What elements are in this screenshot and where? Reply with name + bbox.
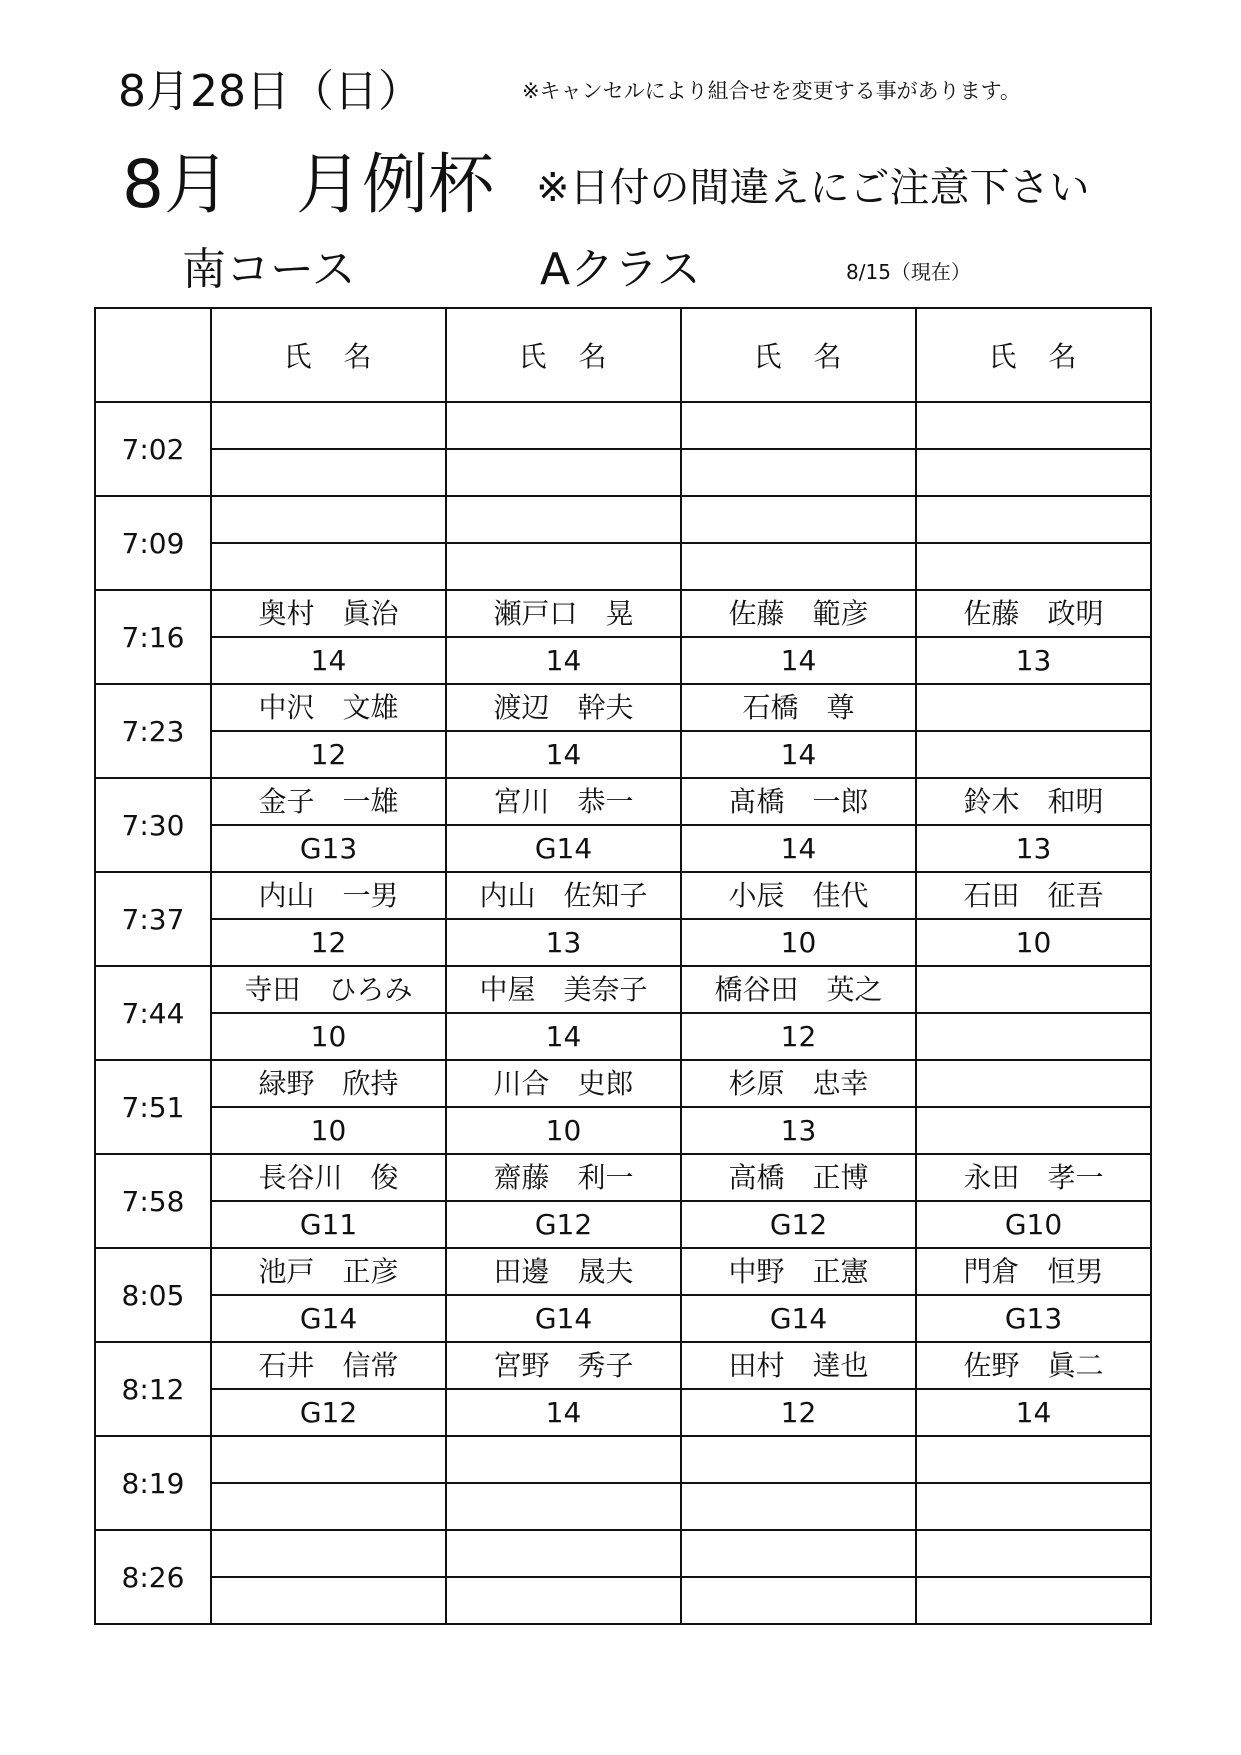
player-name: 小辰 佳代 xyxy=(681,872,916,919)
player-name: 鈴木 和明 xyxy=(916,778,1151,825)
player-name xyxy=(916,402,1151,449)
table-row-names xyxy=(95,1342,1151,1389)
tee-time: 8:05 xyxy=(95,1248,211,1342)
table-row-scores xyxy=(95,1295,1151,1342)
player-score: 12 xyxy=(211,919,446,966)
player-score: G13 xyxy=(211,825,446,872)
player-score: G14 xyxy=(211,1295,446,1342)
player-score: G11 xyxy=(211,1201,446,1248)
player-score: G14 xyxy=(446,1295,681,1342)
player-name: 石橋 尊 xyxy=(681,684,916,731)
tee-time: 7:51 xyxy=(95,1060,211,1154)
player-score: 14 xyxy=(681,637,916,684)
player-name: 佐野 眞二 xyxy=(916,1342,1151,1389)
tee-time: 7:44 xyxy=(95,966,211,1060)
player-name: 川合 史郎 xyxy=(446,1060,681,1107)
player-name: 田邊 晟夫 xyxy=(446,1248,681,1295)
player-name: 齋藤 利一 xyxy=(446,1154,681,1201)
player-name: 宮野 秀子 xyxy=(446,1342,681,1389)
player-score: 14 xyxy=(446,1389,681,1436)
date-caution-note: ※日付の間違えにご注意下さい xyxy=(536,165,1090,211)
player-name: 長谷川 俊 xyxy=(211,1154,446,1201)
player-name xyxy=(211,496,446,543)
name-header: 氏 名 xyxy=(446,308,681,402)
player-name xyxy=(916,684,1151,731)
player-name xyxy=(211,402,446,449)
player-score xyxy=(446,1483,681,1530)
table-row-scores xyxy=(95,1389,1151,1436)
player-name: 石田 征吾 xyxy=(916,872,1151,919)
header-row xyxy=(95,308,1151,402)
player-score: 13 xyxy=(681,1107,916,1154)
table-row-names xyxy=(95,1060,1151,1107)
pairing-table xyxy=(94,307,1152,1625)
tee-time: 7:23 xyxy=(95,684,211,778)
player-score: 12 xyxy=(681,1389,916,1436)
player-name: 緑野 欣持 xyxy=(211,1060,446,1107)
player-score: 13 xyxy=(446,919,681,966)
player-score xyxy=(211,1577,446,1624)
table-row-scores xyxy=(95,1201,1151,1248)
player-score: 10 xyxy=(916,919,1151,966)
player-score xyxy=(916,731,1151,778)
player-name xyxy=(446,402,681,449)
player-name xyxy=(916,496,1151,543)
player-score: 14 xyxy=(446,637,681,684)
player-name: 奥村 眞治 xyxy=(211,590,446,637)
table-row-names xyxy=(95,402,1151,449)
player-score xyxy=(916,1483,1151,1530)
player-score: 12 xyxy=(681,1013,916,1060)
player-name: 髙橋 一郎 xyxy=(681,778,916,825)
page-title: 8月 月例杯 xyxy=(122,146,494,223)
player-name xyxy=(681,496,916,543)
player-score xyxy=(211,449,446,496)
table-row-names xyxy=(95,1154,1151,1201)
player-score: 12 xyxy=(211,731,446,778)
player-name xyxy=(211,1530,446,1577)
table-row-scores xyxy=(95,1013,1151,1060)
table-row-scores xyxy=(95,1107,1151,1154)
player-score: 13 xyxy=(916,637,1151,684)
player-score: 10 xyxy=(446,1107,681,1154)
table-row-names xyxy=(95,778,1151,825)
player-name: 佐藤 政明 xyxy=(916,590,1151,637)
player-name: 寺田 ひろみ xyxy=(211,966,446,1013)
player-name xyxy=(446,1530,681,1577)
player-score: 14 xyxy=(211,637,446,684)
table-row-scores xyxy=(95,637,1151,684)
course-name: 南コース xyxy=(182,244,356,295)
tee-time: 8:26 xyxy=(95,1530,211,1624)
table-row-scores xyxy=(95,825,1151,872)
tee-time: 7:09 xyxy=(95,496,211,590)
player-score xyxy=(916,1107,1151,1154)
table-row-names xyxy=(95,872,1151,919)
player-score: G12 xyxy=(211,1389,446,1436)
player-name: 中屋 美奈子 xyxy=(446,966,681,1013)
tee-time: 7:30 xyxy=(95,778,211,872)
tee-time: 7:16 xyxy=(95,590,211,684)
player-score: 10 xyxy=(211,1013,446,1060)
player-score: G10 xyxy=(916,1201,1151,1248)
player-name xyxy=(916,1060,1151,1107)
cancellation-note: ※キャンセルにより組合せを変更する事があります。 xyxy=(522,79,1021,103)
player-name: 中野 正憲 xyxy=(681,1248,916,1295)
tee-time: 7:58 xyxy=(95,1154,211,1248)
player-score: 14 xyxy=(681,825,916,872)
player-name: 高橋 正博 xyxy=(681,1154,916,1201)
player-name: 橋谷田 英之 xyxy=(681,966,916,1013)
player-name: 門倉 恒男 xyxy=(916,1248,1151,1295)
pairing-rows xyxy=(95,402,1151,1624)
player-score xyxy=(681,543,916,590)
player-score xyxy=(211,543,446,590)
player-score: 14 xyxy=(446,731,681,778)
table-row-names xyxy=(95,496,1151,543)
player-score xyxy=(681,449,916,496)
player-name: 中沢 文雄 xyxy=(211,684,446,731)
time-header-cell xyxy=(95,308,211,402)
tee-time: 8:19 xyxy=(95,1436,211,1530)
player-name xyxy=(446,1436,681,1483)
player-score xyxy=(446,449,681,496)
table-row-scores xyxy=(95,919,1151,966)
tee-time: 7:02 xyxy=(95,402,211,496)
table-row-names xyxy=(95,1530,1151,1577)
player-score: G14 xyxy=(681,1295,916,1342)
table-row-scores xyxy=(95,449,1151,496)
player-score: 10 xyxy=(681,919,916,966)
player-score: 10 xyxy=(211,1107,446,1154)
table-row-scores xyxy=(95,1577,1151,1624)
player-name xyxy=(211,1436,446,1483)
player-score: G12 xyxy=(681,1201,916,1248)
player-name: 内山 佐知子 xyxy=(446,872,681,919)
player-name xyxy=(681,1436,916,1483)
player-name: 宮川 恭一 xyxy=(446,778,681,825)
table-row-names xyxy=(95,1248,1151,1295)
player-score xyxy=(211,1483,446,1530)
tee-time: 7:37 xyxy=(95,872,211,966)
player-score: G13 xyxy=(916,1295,1151,1342)
table-row-scores xyxy=(95,543,1151,590)
table-row-scores xyxy=(95,731,1151,778)
table-row-scores xyxy=(95,1483,1151,1530)
player-name: 石井 信常 xyxy=(211,1342,446,1389)
player-score xyxy=(916,1577,1151,1624)
player-name xyxy=(916,966,1151,1013)
player-name: 杉原 忠幸 xyxy=(681,1060,916,1107)
player-name: 金子 一雄 xyxy=(211,778,446,825)
player-name: 内山 一男 xyxy=(211,872,446,919)
name-header: 氏 名 xyxy=(916,308,1151,402)
table-row-names xyxy=(95,1436,1151,1483)
player-score xyxy=(916,1013,1151,1060)
player-score: G14 xyxy=(446,825,681,872)
player-name xyxy=(446,496,681,543)
name-header: 氏 名 xyxy=(211,308,446,402)
player-name: 永田 孝一 xyxy=(916,1154,1151,1201)
player-name: 田村 達也 xyxy=(681,1342,916,1389)
player-name: 瀬戸口 晃 xyxy=(446,590,681,637)
player-name: 池戸 正彦 xyxy=(211,1248,446,1295)
event-date: 8月28日（日） xyxy=(118,66,422,117)
tee-time: 8:12 xyxy=(95,1342,211,1436)
player-score: G12 xyxy=(446,1201,681,1248)
player-score xyxy=(916,543,1151,590)
table-row-names xyxy=(95,590,1151,637)
player-name xyxy=(681,402,916,449)
player-name xyxy=(916,1436,1151,1483)
player-score: 13 xyxy=(916,825,1151,872)
as-of-date: 8/15（現在） xyxy=(846,260,971,284)
player-score xyxy=(681,1483,916,1530)
player-score xyxy=(446,543,681,590)
table-row-names xyxy=(95,684,1151,731)
player-score xyxy=(916,449,1151,496)
player-name: 渡辺 幹夫 xyxy=(446,684,681,731)
player-score: 14 xyxy=(916,1389,1151,1436)
player-name: 佐藤 範彦 xyxy=(681,590,916,637)
player-name xyxy=(916,1530,1151,1577)
class-name: Aクラス xyxy=(540,244,701,295)
player-score: 14 xyxy=(446,1013,681,1060)
player-score xyxy=(446,1577,681,1624)
player-name xyxy=(681,1530,916,1577)
table-row-names xyxy=(95,966,1151,1013)
name-header: 氏 名 xyxy=(681,308,916,402)
player-score: 14 xyxy=(681,731,916,778)
player-score xyxy=(681,1577,916,1624)
